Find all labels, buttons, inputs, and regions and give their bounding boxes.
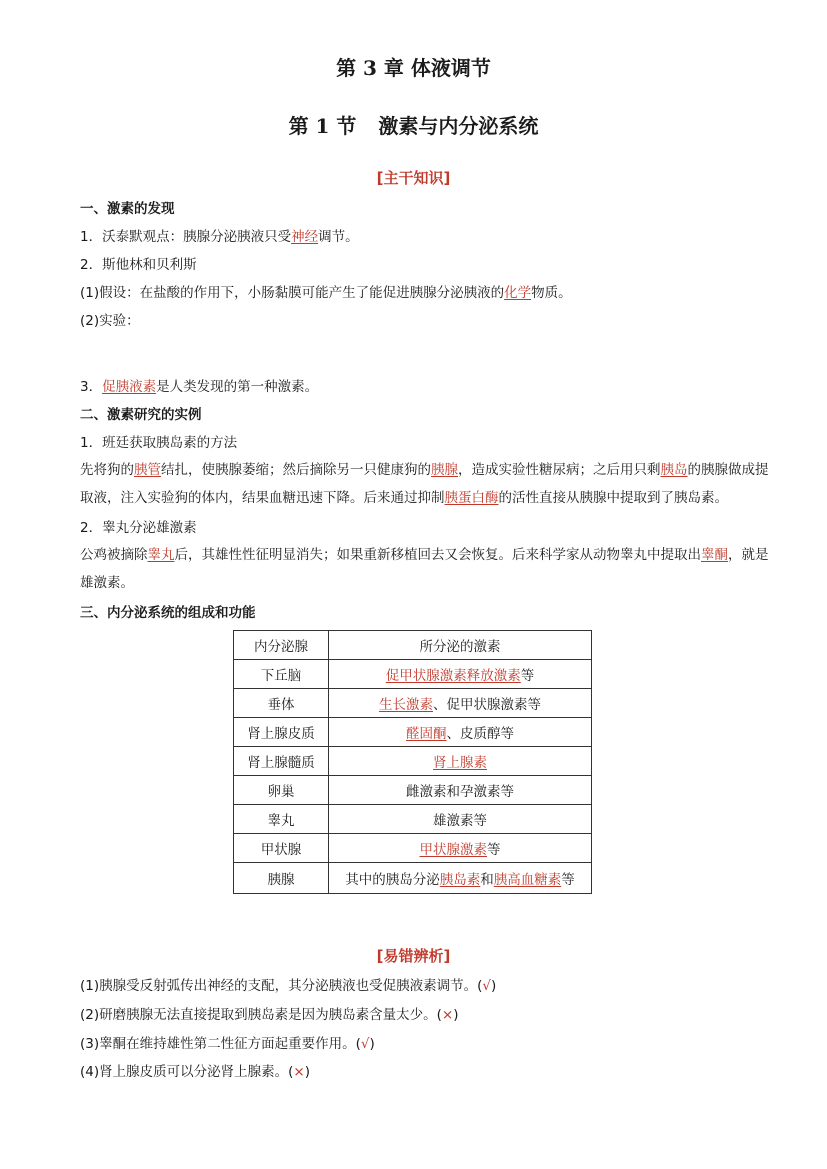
text: ，就是雄激素。: [80, 547, 769, 591]
answer-blank: 生长激素: [379, 697, 433, 713]
text: 3．: [80, 379, 103, 395]
endocrine-table: [233, 630, 592, 894]
text: 、皮质醇等: [446, 726, 514, 742]
text: 先将狗的: [80, 462, 134, 478]
check-mark-icon: √: [360, 1036, 370, 1052]
table-row: [234, 660, 592, 689]
table-header-cell: 所分泌的激素: [329, 631, 592, 660]
gland-cell: 肾上腺髓质: [234, 747, 329, 776]
chapter-title: 第 3 章 体液调节: [336, 56, 491, 80]
text: 是人类发现的第一种激素。: [156, 379, 319, 395]
judgement-item: [80, 1062, 310, 1082]
text: 雄激素等: [433, 813, 487, 829]
part2-item1: 1．班廷获取胰岛素的方法: [80, 435, 238, 451]
table-header-row: [234, 631, 592, 660]
table-row: [234, 747, 592, 776]
answer-blank: 促甲状腺激素释放激素: [385, 668, 521, 684]
table-header-cell: 内分泌腺: [234, 631, 329, 660]
table-row: [234, 718, 592, 747]
part1-heading: 一、激素的发现: [80, 201, 175, 217]
text: ): [304, 1064, 310, 1080]
text: (2)研磨胰腺无法直接提取到胰岛素是因为胰岛素含量太少。(: [80, 1007, 442, 1023]
text: 和: [480, 872, 494, 888]
answer-blank: 胰蛋白酶: [444, 490, 499, 506]
text: 结扎，使胰腺萎缩；然后摘除另一只健康狗的: [161, 462, 431, 478]
part1-item2-2: (2)实验：: [80, 313, 140, 329]
error-analysis-tag: [易错辨析]: [376, 947, 451, 965]
cross-mark-icon: ×: [441, 1007, 454, 1023]
answer-blank: 肾上腺素: [433, 755, 487, 771]
text: ): [369, 1036, 375, 1052]
hormone-cell: [329, 834, 592, 863]
answer-blank: 促胰液素: [102, 379, 157, 395]
hormone-cell: [329, 805, 592, 834]
answer-blank: 睾酮: [701, 547, 728, 563]
part2-paragraph2: [80, 541, 780, 597]
part2-heading: 二、激素研究的实例: [80, 407, 202, 423]
table-row: [234, 805, 592, 834]
text: 的胰腺做成提取液，注入实验狗的体内，结果血糖迅速下降。后来通过抑制: [80, 462, 769, 506]
section-name: 激素与内分泌系统: [378, 114, 539, 138]
gland-cell: 睾丸: [234, 805, 329, 834]
part1-item3: [80, 377, 318, 397]
gland-cell: 下丘脑: [234, 660, 329, 689]
answer-blank: 胰岛: [660, 462, 688, 478]
hormone-cell: [329, 718, 592, 747]
hormone-cell: [329, 863, 592, 894]
text: 后，其雄性性征明显消失；如果重新移植回去又会恢复。后来科学家从动物睾丸中提取出: [174, 547, 701, 563]
judgement-item: [80, 1034, 375, 1054]
hormone-cell: [329, 689, 592, 718]
text: 物质。: [531, 285, 572, 301]
part1-item2-1: [80, 283, 572, 303]
hormone-cell: [329, 660, 592, 689]
part1-item1: [80, 227, 359, 247]
judgement-item: [80, 976, 496, 996]
text: 、促甲状腺激素等: [433, 697, 541, 713]
table-row: [234, 689, 592, 718]
gland-cell: 胰腺: [234, 863, 329, 894]
section-number: 第 1 节: [288, 114, 357, 138]
text: (1)假设：在盐酸的作用下，小肠黏膜可能产生了能促进胰腺分泌胰液的: [80, 285, 505, 301]
answer-blank: 胰岛素: [439, 872, 481, 888]
gland-cell: 肾上腺皮质: [234, 718, 329, 747]
text: 等: [561, 872, 575, 888]
answer-blank: 神经: [291, 229, 319, 245]
text: 雌激素和孕激素等: [406, 784, 514, 800]
gland-cell: 卵巢: [234, 776, 329, 805]
text: 等: [520, 668, 535, 684]
cross-mark-icon: ×: [293, 1064, 305, 1080]
text: (4)肾上腺皮质可以分泌肾上腺素。(: [80, 1064, 294, 1080]
hormone-cell: [329, 776, 592, 805]
part3-heading: 三、内分泌系统的组成和功能: [80, 605, 256, 621]
text: 其中的胰岛分泌: [345, 872, 440, 888]
part2-item2: 2．睾丸分泌雄激素: [80, 520, 197, 536]
text: (1)胰腺受反射弧传出神经的支配，其分泌胰液也受促胰液素调节。(: [80, 978, 483, 994]
text: 1．沃泰默观点：胰腺分泌胰液只受: [80, 229, 292, 245]
answer-blank: 胰管: [134, 462, 161, 478]
gland-cell: 垂体: [234, 689, 329, 718]
text: (3)睾酮在维持雄性第二性征方面起重要作用。(: [80, 1036, 361, 1052]
gland-cell: 甲状腺: [234, 834, 329, 863]
text: 等: [487, 842, 501, 858]
text: 的活性直接从胰腺中提取到了胰岛素。: [498, 490, 728, 506]
main-knowledge-tag: [主干知识]: [376, 169, 451, 187]
table-row: [234, 863, 592, 894]
check-mark-icon: √: [482, 978, 491, 994]
part1-item2: 2．斯他林和贝利斯: [80, 257, 197, 273]
text: ): [453, 1007, 459, 1023]
answer-blank: 化学: [504, 285, 532, 301]
answer-blank: 睾丸: [147, 547, 175, 563]
text: 调节。: [318, 229, 359, 245]
section-title: [0, 110, 827, 139]
answer-blank: 胰高血糖素: [493, 872, 562, 888]
answer-blank: 醛固酮: [406, 726, 447, 742]
hormone-cell: [329, 747, 592, 776]
table-row: [234, 834, 592, 863]
answer-blank: 甲状腺激素: [419, 842, 487, 858]
table-row: [234, 776, 592, 805]
part2-paragraph1: [80, 456, 780, 512]
answer-blank: 胰腺: [431, 462, 458, 478]
text: 公鸡被摘除: [80, 547, 148, 563]
judgement-item: [80, 1005, 458, 1025]
text: ): [491, 978, 497, 994]
text: ，造成实验性糖尿病；之后用只剩: [458, 462, 661, 478]
